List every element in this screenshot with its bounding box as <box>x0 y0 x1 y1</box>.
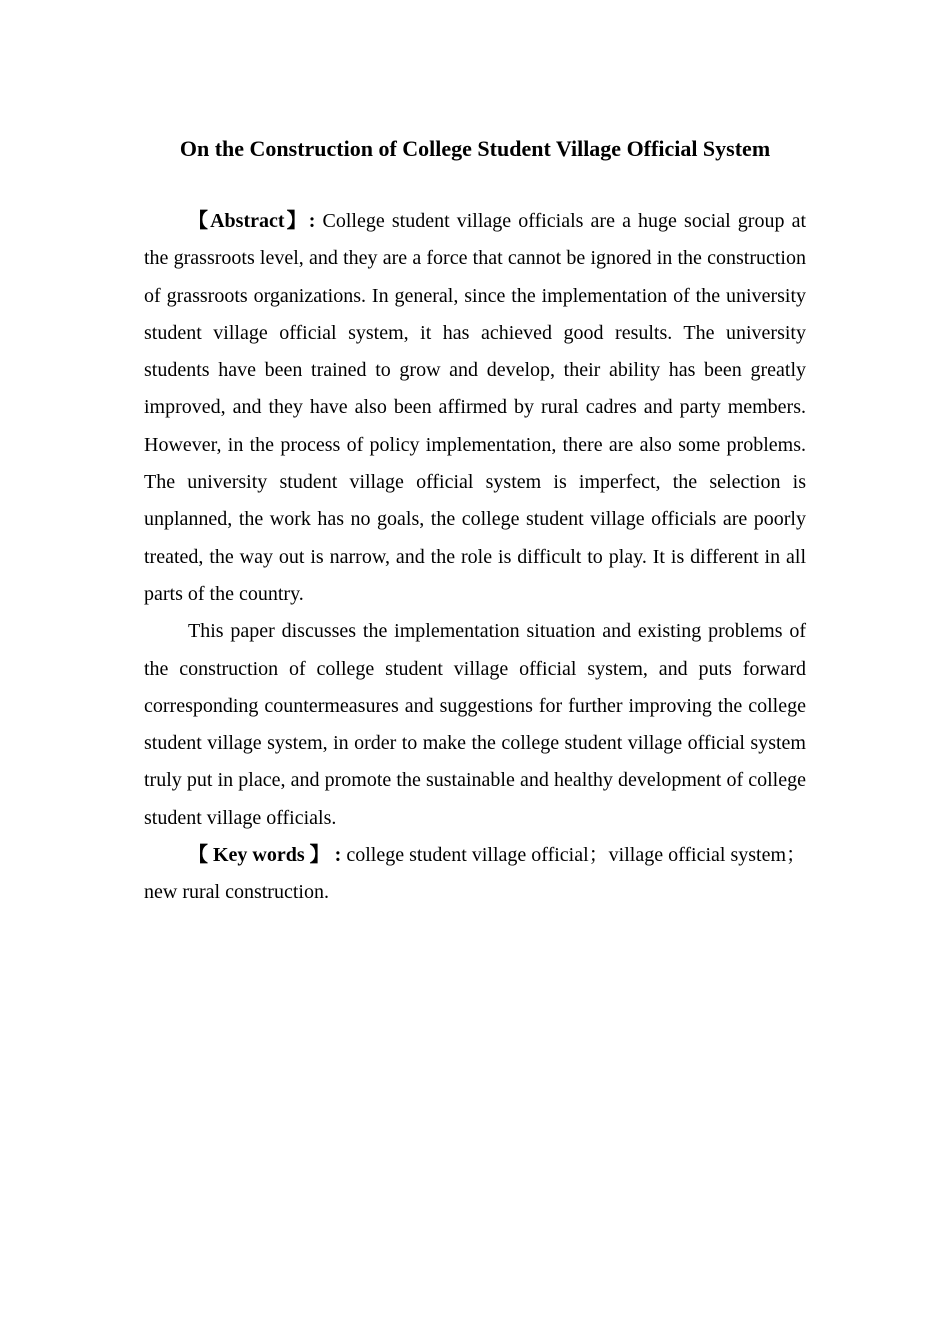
abstract-paragraph <box>144 203 806 613</box>
keywords-label: 【 Key words 】 : <box>188 844 347 867</box>
abstract-label: 【Abstract】: <box>188 210 316 232</box>
keywords-text: college student village official；village official system；new rural construction. <box>144 844 807 904</box>
document-title: On the Construction of College Student Village Official System <box>179 136 771 161</box>
body-paragraph: This paper discusses the implementation situation and existing problems of the construction of college student village official system, and puts forward corresponding countermeasures and suggestions for further improving the college student village system, in order to make the college student village official system truly put in place, and promote the sustainable and healthy development of college student village officials. <box>144 620 806 829</box>
document-body <box>144 203 806 912</box>
keywords-paragraph <box>144 837 806 912</box>
abstract-text: College student village officials are a huge social group at the grassroots level, and they are a force that cannot be ignored in the construction of grassroots organizations. In general, since the implementation of the university student village official system, it has achieved good results. The university students have been trained to grow and develop, their ability has been greatly improved, and they have also been affirmed by rural cadres and party members. However, in the process of policy implementation, there are also some problems. The university student village official system is imperfect, the selection is unplanned, the work has no goals, the college student village officials are poorly treated, the way out is narrow, and the role is difficult to play. It is different in all parts of the country. <box>144 210 806 605</box>
